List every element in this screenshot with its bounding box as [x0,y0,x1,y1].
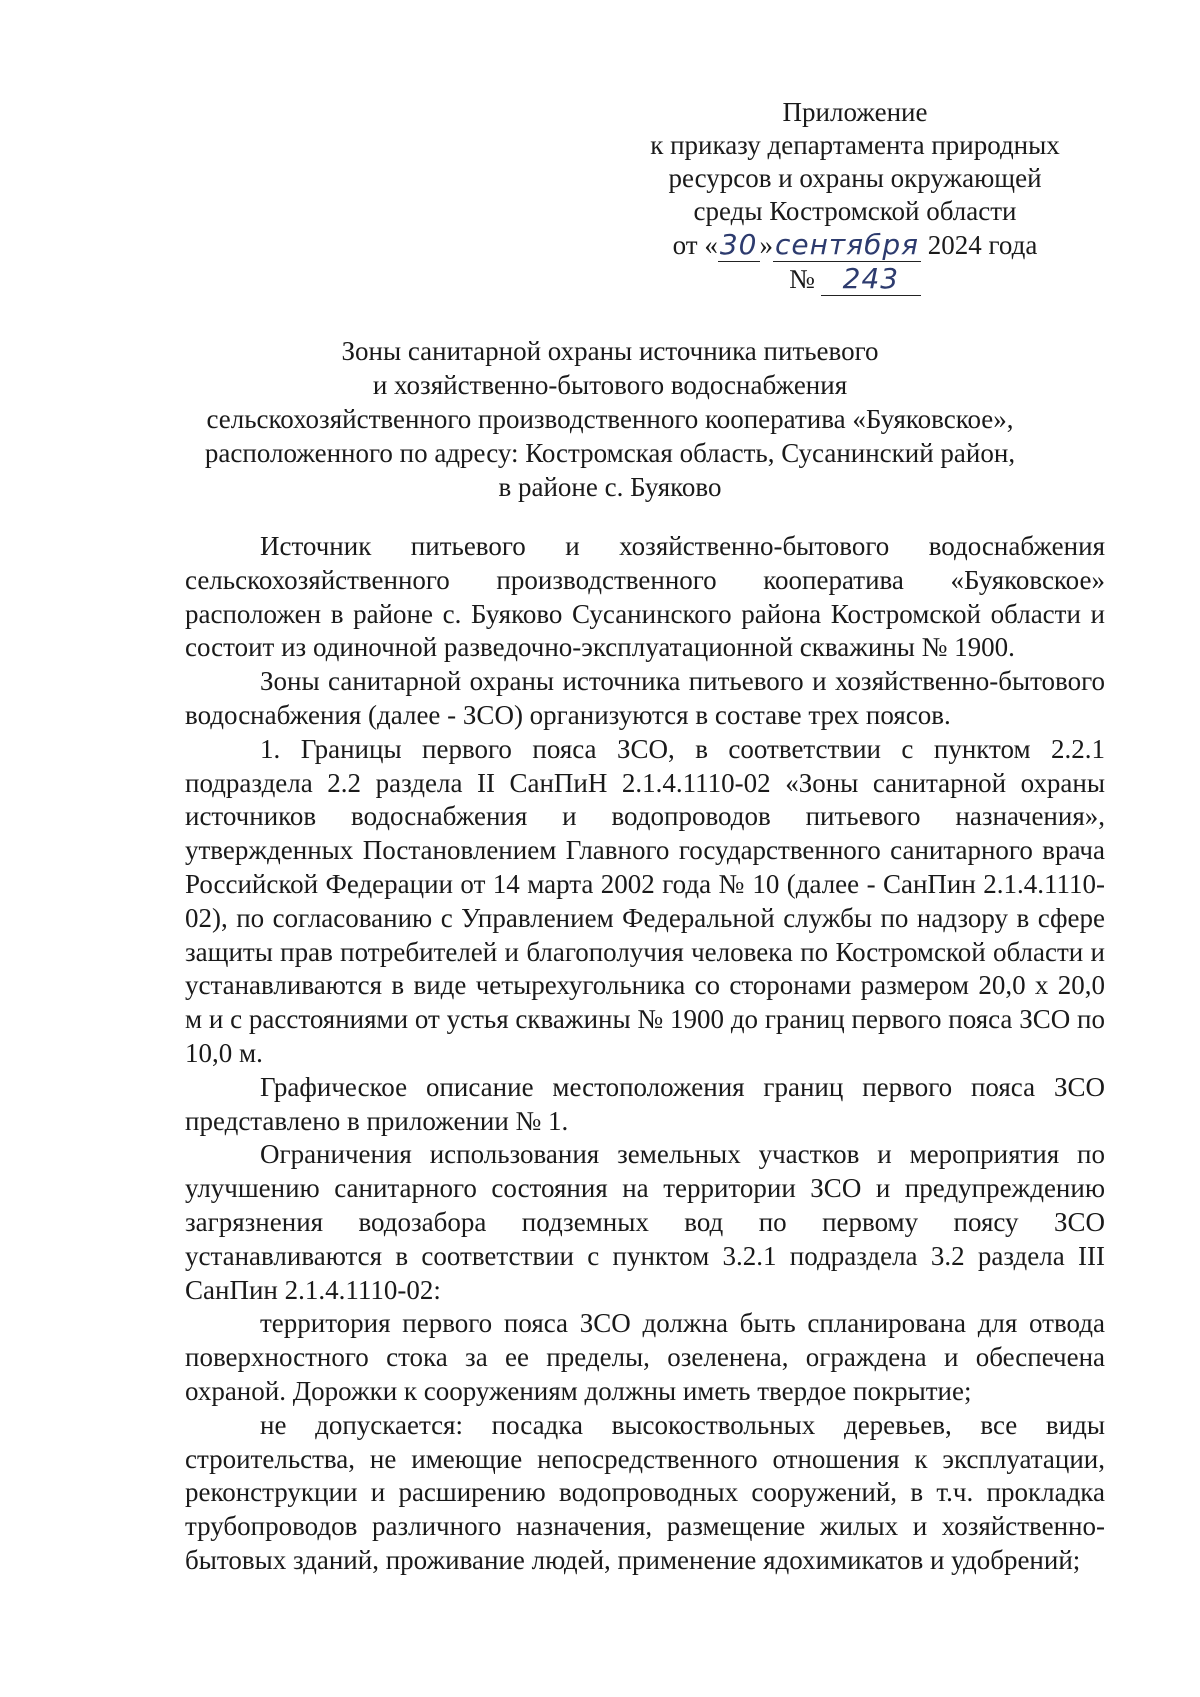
appendix-number-line [640,262,1070,296]
title-line-5: в районе с. Буяково [498,472,722,502]
paragraph-prohibitions: не допускается: посадка высокоствольных деревьев, все виды строительства, не имеющие непосредственного отношения к эксплуатации, реконструкции и расширению водопроводных сооружений, в т.ч. прокладка трубопроводов различного назначения, размещение жилых и хозяйственно-бытовых зданий, проживание людей, применение ядохимикатов и удобрений; [185,1409,1105,1575]
date-suffix: 2024 года [920,230,1038,260]
appendix-date-line [640,228,1070,262]
document-title [150,334,1070,504]
title-line-4: расположенного по адресу: Костромская область, Сусанинский район, [204,438,1016,468]
paragraph-first-belt-boundaries: 1. Границы первого пояса ЗСО, в соответствии с пунктом 2.2.1 подраздела 2.2 раздела II СанПиН 2.1.4.1110-02 «Зоны санитарной охраны источников водоснабжения и водопроводов питьевого назначения», утвержденных Постановлением Главного государственного санитарного врача Российской Федерации от 14 марта 2002 года № 10 (далее - СанПин 2.1.4.1110-02), по согласованию с Управлением Федеральной службы по надзору в сфере защиты прав потребителей и благополучия человека по Костромской области и устанавливаются в виде четырехугольника со сторонами размером 20,0 х 20,0 м и с расстояниями от устья скважины № 1900 до границ первого пояса ЗСО по 10,0 м. [185,733,1105,1068]
date-month-handwritten: сентября [775,228,919,261]
title-line-3: сельскохозяйственного производственного кооператива «Буяковское», [206,404,1014,434]
document-body [185,530,1105,1578]
appendix-title: Приложение [782,97,928,127]
number-label: № [789,264,815,294]
title-line-1: Зоны санитарной охраны источника питьевого [341,336,879,366]
paragraph-territory-requirements: территория первого пояса ЗСО должна быть спланирована для отвода поверхностного стока за ее пределы, озеленена, ограждена и обеспечена охраной. Дорожки к сооружениям должны иметь твердое покрытие; [185,1308,1105,1406]
appendix-department-line: ресурсов и охраны окружающей [668,163,1042,193]
date-mid: » [759,230,773,260]
paragraph-restrictions: Ограничения использования земельных участков и мероприятия по улучшению санитарного состояния на территории ЗСО и предупреждению загрязнения водозабора подземных вод по первому поясу ЗСО устанавливаются в соответствии с пунктом 3.2.1 подраздела 3.2 раздела III СанПин 2.1.4.1110-02: [185,1139,1105,1305]
date-prefix: от « [672,230,718,260]
title-line-2: и хозяйственно-бытового водоснабжения [372,370,848,400]
paragraph-source-description: Источник питьевого и хозяйственно-бытового водоснабжения сельскохозяйственного производственного кооператива «Буяковское» расположен в районе с. Буяково Сусанинского района Костромской области и состоит из одиночной разведочно-эксплуатационной скважины № 1900. [185,531,1105,663]
date-day-handwritten: 30 [719,228,758,261]
number-handwritten: 243 [821,262,921,296]
appendix-header [640,96,1070,296]
appendix-region-line: среды Костромской области [693,196,1017,226]
paragraph-zones-intro: Зоны санитарной охраны источника питьевого и хозяйственно-бытового водоснабжения (далее - ЗСО) организуются в составе трех поясов. [185,666,1105,730]
appendix-order-line: к приказу департамента природных [650,130,1060,160]
paragraph-graphic-description: Графическое описание местоположения границ первого пояса ЗСО представлено в приложении № 1. [185,1071,1105,1136]
